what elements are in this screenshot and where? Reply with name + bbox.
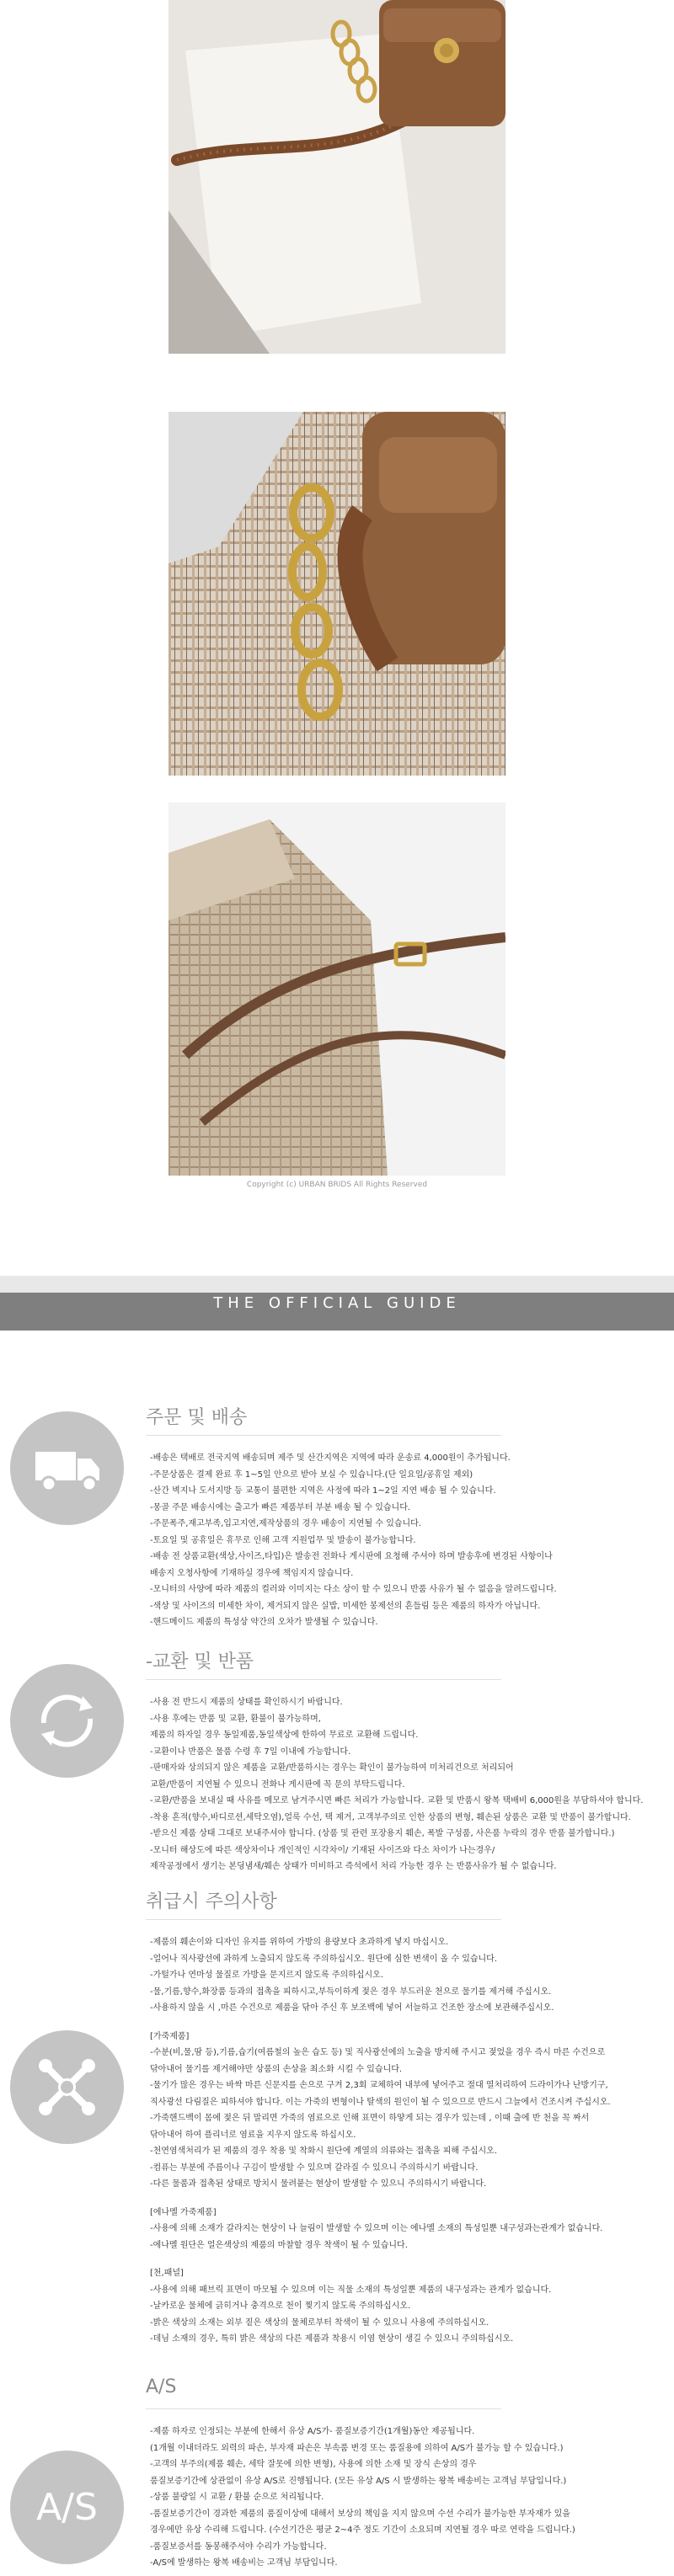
info-line: -착용 흔적(향수,바디로션,세탁오염),얼룩 수선, 택 제거, 고객부주의로 인한 상품의 변형, 훼손된 상품은 교환 및 반품이 불가합니다. <box>150 1812 631 1822</box>
official-guide-banner <box>0 1276 674 1331</box>
info-line: -상품 불량일 시 교환 / 환불 순으로 처리됩니다. <box>150 2493 324 2502</box>
product-photo-3 <box>168 803 506 1176</box>
info-line: -밝은 색상의 소재는 외부 짙은 색상의 물체로부터 착색이 될 수 있으니 사용에 주의하십시오. <box>150 2317 489 2328</box>
exchange-info-list <box>150 1694 644 1875</box>
info-line: 교환/반품이 지연될 수 있으니 전화나 게시판에 꼭 문의 부탁드립니다. <box>150 1779 405 1789</box>
info-line: -사용에 의해 패브릭 표면이 마모될 수 있으며 이는 직물 소재의 특성일뿐 제품의 내구성과는 관계가 없습니다. <box>150 2285 552 2295</box>
info-line: -데님 소재의 경우, 특히 밝은 색상의 다른 제품과 착용시 이염 현상이 생길 수 있으니 주의하십시오. <box>150 2334 514 2344</box>
info-subheading: [에나멜 가죽제품] <box>150 2207 217 2217</box>
section-handling-care <box>0 1887 674 2359</box>
info-line: -천연염색처리가 된 제품의 경우 착용 및 착화시 원단에 계열의 의류와는 접촉을 피해 주십시오. <box>150 2147 498 2156</box>
care-cross-icon <box>10 2030 124 2144</box>
info-line: -다른 물품과 접촉된 상태로 방치시 물려붙는 현상이 발생할 수 있으니 주의하시기 바랍니다. <box>150 2179 487 2189</box>
care-info-list <box>150 1934 622 2348</box>
info-line: -교환/반품을 보내실 때 사유를 메모로 남겨주시면 빠른 처리가 가능합니다. 교환 및 반품시 왕복 택배비 6,000원을 부담하셔야 합니다. <box>150 1796 644 1805</box>
info-line: 배송지 오청사항에 기재하실 경우에 책임지지 않습니다. <box>150 1568 354 1578</box>
info-subheading: [천,패널] <box>150 2269 184 2278</box>
info-line: -물기가 많은 경우는 바싹 마른 신문지를 손으로 구겨 2,3회 교체하여 내부에 넣어주고 절대 열처리하여 드라이가나 난방기구, <box>150 2081 608 2090</box>
as-icon-label: A/S <box>36 2486 98 2529</box>
info-line: 닦아내어 물기를 제거해야만 상품의 손상을 최소화 시킬 수 있습니다. <box>150 2064 403 2074</box>
info-subheading: [가죽제품] <box>150 2031 190 2041</box>
info-line: -가죽핸드백이 몸에 젖은 뒤 말리면 가죽의 염료으로 인해 표면이 하얗게 되는 경우가 있는데 , 이때 출에 반 천을 꼭 짜서 <box>150 2114 590 2123</box>
info-line: -사용 전 반드시 제품의 상태를 확인하시기 바랍니다. <box>150 1698 343 1707</box>
section-heading: A/S <box>146 2376 177 2397</box>
info-line: -배송은 택배로 전국지역 배송되며 제주 및 산간지역은 지역에 따라 운송료 4,000원이 추가됩니다. <box>150 1453 511 1463</box>
info-line: -모니터 해상도에 따른 색상차이나 개인적인 시각차이/ 기재된 사이즈와 다소 차이가 나는경우/ <box>150 1845 495 1855</box>
divider <box>146 1435 501 1436</box>
info-line: -사용하지 않을 시 ,마른 수건으로 제품을 닦아 주신 후 보조백에 넣어 서늘하고 건조한 장소에 보관해주십시오. <box>150 2003 554 2013</box>
info-line: -얼어나 직사광선에 과하게 노출되지 않도록 주의하십시오. 원단에 심한 변색이 올 수 있습니다. <box>150 1954 498 1964</box>
info-line: -에나멜 원단은 얼은색상의 제품의 마찰할 경우 착색이 될 수 있습니다. <box>150 2240 408 2250</box>
info-line: -토요일 및 공휴일은 휴무로 인해 고객 지원업무 및 발송이 불가능합니다. <box>150 1535 416 1545</box>
info-line: -교환이나 반품은 물품 수령 후 7일 이내에 가능합니다. <box>150 1747 351 1757</box>
spacer <box>150 2253 622 2265</box>
banner-top-strip <box>0 1276 674 1293</box>
info-line: -날카로운 물체에 긁히거나 충격으로 천이 찢기지 않도록 주의하십시오. <box>150 2301 411 2311</box>
truck-icon <box>10 1411 124 1525</box>
section-heading: 주문 및 배송 <box>146 1407 248 1428</box>
info-line: -받으신 제품 상태 그대로 보내주셔야 합니다. (상품 및 관련 포장용지 훼손, 폭발 구성품, 사은품 누락의 경우 반품 불가합니다.) <box>150 1829 615 1838</box>
info-line: -가털가나 연마성 물질로 가방을 문지르지 않도록 주의하십시오. <box>150 1971 384 1980</box>
guide-title: THE OFFICIAL GUIDE <box>213 1294 461 1312</box>
section-order-shipping <box>0 1403 674 1639</box>
info-line: -제품 하자로 인정되는 부분에 한해서 유상 A/S가- 품질보증기간(1개월)동안 제공됩니다. <box>150 2427 475 2436</box>
section-heading: 취급시 주의사항 <box>146 1891 277 1912</box>
as-text-icon <box>10 2451 124 2564</box>
section-after-service <box>0 2376 674 2570</box>
info-line: -사용에 의해 소재가 갈라지는 현상이 나 늘림이 발생할 수 있으며 이는 에나멜 소재의 특성일뿐 내구성과는관계가 없습니다. <box>150 2224 603 2233</box>
info-line: 직사광선 다림질은 피하셔야 합니다. 이는 가죽의 변형이나 탈색의 원인이 될 수 있으므로 반드시 그늘에서 건조시켜 주십시오. <box>150 2097 611 2107</box>
copyright-text: Copyright (c) URBAN BRIDS All Rights Reserved <box>246 1181 428 1189</box>
info-line: 닦아내어 하여 플리너로 염료을 지우지 않도록 하십시오. <box>150 2130 356 2140</box>
section-exchange-return <box>0 1647 674 1883</box>
divider <box>146 1919 501 1920</box>
info-line: -몽골 주문 배송시에는 출고가 빠른 제품부터 부분 배송 될 수 있습니다. <box>150 1502 411 1512</box>
info-line: -제품의 훼손이와 디자인 유지를 위하여 가방의 용량보다 초과하게 넣지 마십시오. <box>150 1938 449 1947</box>
info-line: -주문상품은 결제 완료 후 1~5일 안으로 받아 보실 수 있습니다.(단 일요일/공휴일 제외) <box>150 1469 473 1480</box>
info-line: -품질보증서를 동봉해주셔야 수리가 가능합니다. <box>150 2541 327 2552</box>
info-line: -산간 벽지나 도서지방 등 교통이 불편한 지역은 사정에 따라 1~2일 지연 배송 될 수 있습니다. <box>150 1486 496 1496</box>
as-info-list <box>150 2424 622 2572</box>
info-line: -주문폭주,재고부족,입고지연,제작상품의 경우 배송이 지연될 수 있습니다. <box>150 1519 422 1528</box>
info-line: (1개월 이내더라도 외력의 파손, 부자재 파손은 부속품 변경 또는 품질용에 의하여 A/S가 불가능 할 수 있습니다.) <box>150 2443 564 2453</box>
info-line: -모니터의 사양에 따라 제품의 컬러와 이미지는 다소 상이 할 수 있으니 반품 사유가 될 수 없음을 알려드립니다. <box>150 1585 557 1594</box>
product-photo-1 <box>168 0 506 354</box>
info-line: -판매자와 상의되지 않은 제품을 교환/반품하시는 경우는 확인이 불가능하여 미처리건으로 처리되어 <box>150 1763 514 1773</box>
info-line: 제품의 하자일 경우 동일제품,동일색상에 한하여 무료로 교환해 드립니다. <box>150 1731 419 1740</box>
section-heading: -교환 및 반품 <box>146 1651 254 1672</box>
strap-on-jacket-image <box>168 803 506 1176</box>
info-line: -컴퓨는 부분에 주름이나 구김이 발생할 수 있으며 갈라질 수 있으니 주의하시기 바랍니다. <box>150 2163 479 2173</box>
shipping-info-list <box>150 1450 622 1631</box>
divider <box>146 1679 501 1680</box>
info-line: -색상 및 사이즈의 미세한 차이, 제거되지 않은 실밥, 미세한 봉제선의 흔들림 등은 제품의 하자가 아닙니다. <box>150 1601 541 1611</box>
info-line: -사용 후에는 반품 및 교환, 환불이 불가능하며, <box>150 1714 321 1724</box>
info-line: -배송 전 상품교환(색상,사이즈,타입)은 발송전 전화나 게시판에 요청해 주셔야 하며 발송후에 변경된 사항이나 <box>150 1552 553 1561</box>
info-line: -품질보증기간이 경과한 제품의 품질이상에 대해서 보상의 책임을 지지 않으며 수선 수리가 불가능한 부자재가 있을 <box>150 2509 570 2519</box>
info-line: -수분(비,물,땀 등),기름,습기(여름철의 높은 습도 등) 및 직사광선에의 노출을 방지해 주시고 젖었을 경우 즉시 마른 수건으로 <box>150 2048 606 2057</box>
info-line: -고객의 부주의(제품 훼손, 세탁 잘못에 의한 변형), 사용에 의한 소재 및 장식 손상의 경우 <box>150 2460 477 2469</box>
info-line: 제작공정에서 생기는 본딩냄새/훼손 상태가 미비하고 즉석에서 처리 가능한 경우 는 반품사유가 될 수 없습니다. <box>150 1862 557 1871</box>
info-line: -A/S에 발생하는 왕복 배송비는 고객님 부담입니다. <box>150 2558 338 2568</box>
info-line: 품질보증기간에 상관없이 유상 A/S로 진행됩니다. (모든 유상 A/S 시 발생하는 왕복 배송비는 고객님 부담입니다.) <box>150 2476 567 2486</box>
product-photo-2 <box>168 412 506 776</box>
exchange-arrows-icon <box>10 1664 124 1778</box>
divider <box>146 2408 501 2409</box>
info-line: -물,기름,향수,화장품 등과의 접촉을 피하시고,부득이하게 젖은 경우 부드러운 천으로 물기를 제거해 주십시오. <box>150 1987 552 1997</box>
info-line: 경우에만 유상 수리해 드립니다. (수선기간은 평균 2~4주 정도 기간이 소요되며 지연될 경우 따로 연락을 드립니다.) <box>150 2525 575 2535</box>
spacer <box>150 2193 622 2205</box>
spacer <box>150 2017 622 2029</box>
bag-closeup-image <box>168 0 506 354</box>
chain-detail-image <box>168 412 506 776</box>
info-line: -핸드메이드 제품의 특성상 약간의 오차가 발생될 수 있습니다. <box>150 1618 378 1627</box>
